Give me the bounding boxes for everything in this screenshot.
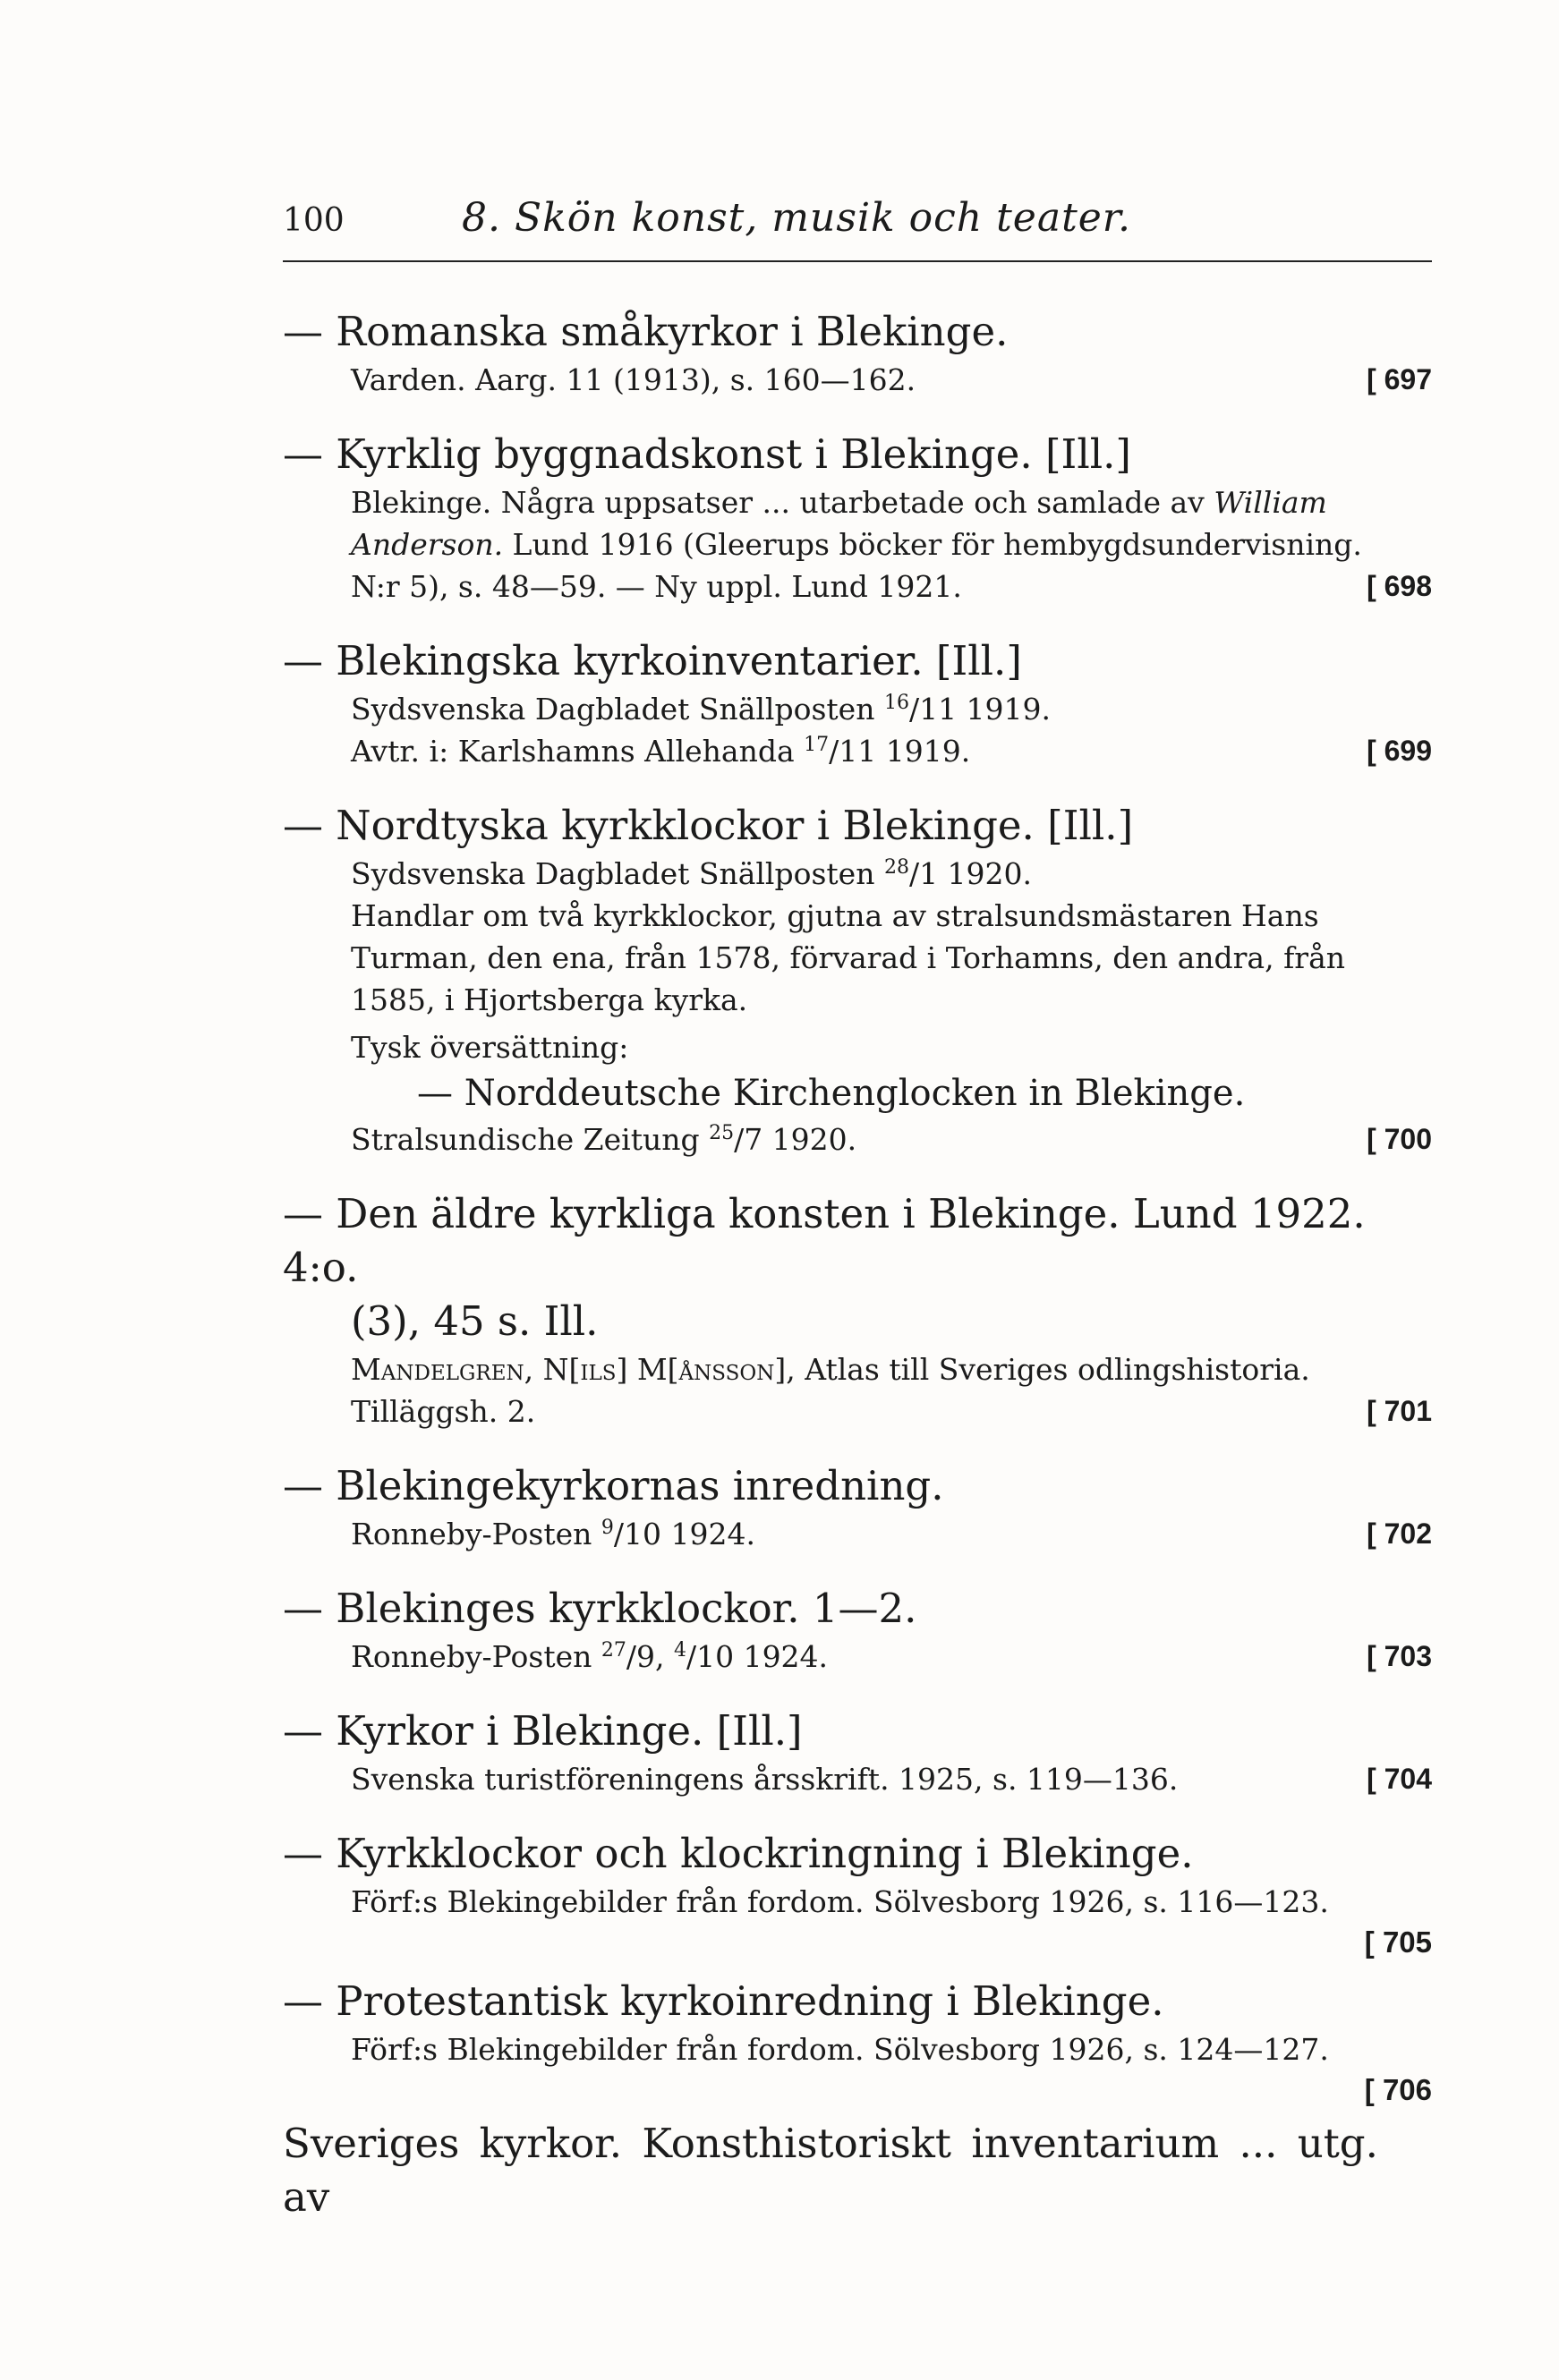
entry-note: Turman, den ena, från 1578, förvarad i Torhamns, den andra, från [351, 940, 1345, 975]
entry-703 [283, 1582, 1432, 1678]
entry-citation: Sydsvenska Dagbladet Snällposten $^{16}$/11 1919. [351, 692, 1052, 727]
entry-citation: Ronneby-Posten $^9$/10 1924. [ 702 [283, 1513, 1432, 1555]
translation-label: Tysk översättning: [351, 1030, 629, 1065]
entry-number: [ 706 [1364, 2073, 1432, 2106]
final-line: Sveriges kyrkor. Konsthistoriskt inventarium ... utg. av [283, 2120, 1378, 2221]
entry-note: Handlar om två kyrkklockor, gjutna av stralsundsmästaren Hans [351, 898, 1319, 933]
page-content [283, 195, 1432, 2224]
entry-699 [283, 634, 1432, 772]
entry-citation: Förf:s Blekingebilder från fordom. Sölvesborg 1926, s. 124—127. [351, 2032, 1329, 2067]
entry-citation: Avtr. i: Karlshamns Allehanda $^{17}$/11 1919. [ 699 [283, 730, 1432, 772]
entry-title: — Nordtyska kyrkklockor i Blekinge. [Ill.] [283, 802, 1134, 849]
entry-number: [ 701 [1367, 1395, 1432, 1427]
entry-706 [283, 1975, 1432, 2110]
entry-citation: Förf:s Blekingebilder från fordom. Sölvesborg 1926, s. 116—123. [351, 1884, 1329, 1919]
entry-title: — Den äldre kyrkliga konsten i Blekinge. Lund 1922. 4:o. [283, 1190, 1366, 1291]
entry-citation: Mandelgren, N[ils] M[ånsson], Atlas till Sveriges odlingshistoria. [351, 1352, 1310, 1387]
entry-701 [283, 1187, 1432, 1432]
entry-number: [ 705 [1364, 1925, 1432, 1959]
entry-title: — Blekingekyrkornas inredning. [283, 1462, 944, 1509]
entry-705 [283, 1827, 1432, 1962]
entry-title: — Protestantisk kyrkoinredning i Blekinge. [283, 1977, 1164, 2025]
running-title: 8. Skön konst, musik och teater. [462, 195, 1131, 241]
entry-702 [283, 1459, 1432, 1555]
entry-title: — Blekingska kyrkoinventarier. [Ill.] [283, 637, 1022, 684]
entry-citation: Stralsundische Zeitung $^{25}$/7 1920. [ 700 [283, 1118, 1432, 1160]
entry-number: [ 700 [1367, 1123, 1432, 1155]
entry-700 [283, 799, 1432, 1160]
entry-698 [283, 428, 1432, 608]
entry-number: [ 697 [1367, 363, 1432, 395]
entry-citation: Blekinge. Några uppsatser ... utarbetade och samlade av William [351, 485, 1327, 520]
page-header [283, 195, 1432, 262]
translation-title: — Norddeutsche Kirchenglocken in Blekinge. [417, 1073, 1246, 1114]
entry-title: — Kyrkor i Blekinge. [Ill.] [283, 1707, 803, 1755]
entry-number: [ 703 [1367, 1640, 1432, 1672]
entry-title: — Kyrkklockor och klockringning i Blekinge. [283, 1830, 1194, 1877]
entry-number: [ 704 [1367, 1763, 1432, 1795]
entry-697 [283, 305, 1432, 401]
entry-number: [ 702 [1367, 1517, 1432, 1550]
page-number: 100 [283, 202, 345, 239]
entry-title: — Kyrklig byggnadskonst i Blekinge. [Ill.] [283, 430, 1131, 478]
entry-citation: N:r 5), s. 48—59. — Ny uppl. Lund 1921. [ 698 [283, 565, 1432, 608]
entry-citation: Sydsvenska Dagbladet Snällposten $^{28}$/1 1920. [351, 856, 1033, 891]
entry-citation: Anderson. Lund 1916 (Gleerups böcker för hembygdsundervisning. [351, 527, 1362, 562]
entry-704 [283, 1704, 1432, 1800]
entry-citation: Ronneby-Posten $^{27}$/9, $^4$/10 1924. [ 703 [283, 1636, 1432, 1678]
entry-citation: Tilläggsh. 2. [ 701 [283, 1390, 1432, 1432]
entry-number: [ 699 [1367, 735, 1432, 767]
entry-number: [ 698 [1367, 570, 1432, 602]
entry-citation: Svenska turistföreningens årsskrift. 1925, s. 119—136. [ 704 [283, 1758, 1432, 1800]
entry-title-cont: (3), 45 s. Ill. [351, 1297, 599, 1345]
entry-note: 1585, i Hjortsberga kyrka. [351, 982, 748, 1017]
entry-title: — Blekinges kyrkklockor. 1—2. [283, 1585, 917, 1632]
entry-title: — Romanska småkyrkor i Blekinge. [283, 308, 1009, 355]
entry-citation: Varden. Aarg. 11 (1913), s. 160—162. [ 697 [283, 359, 1432, 401]
